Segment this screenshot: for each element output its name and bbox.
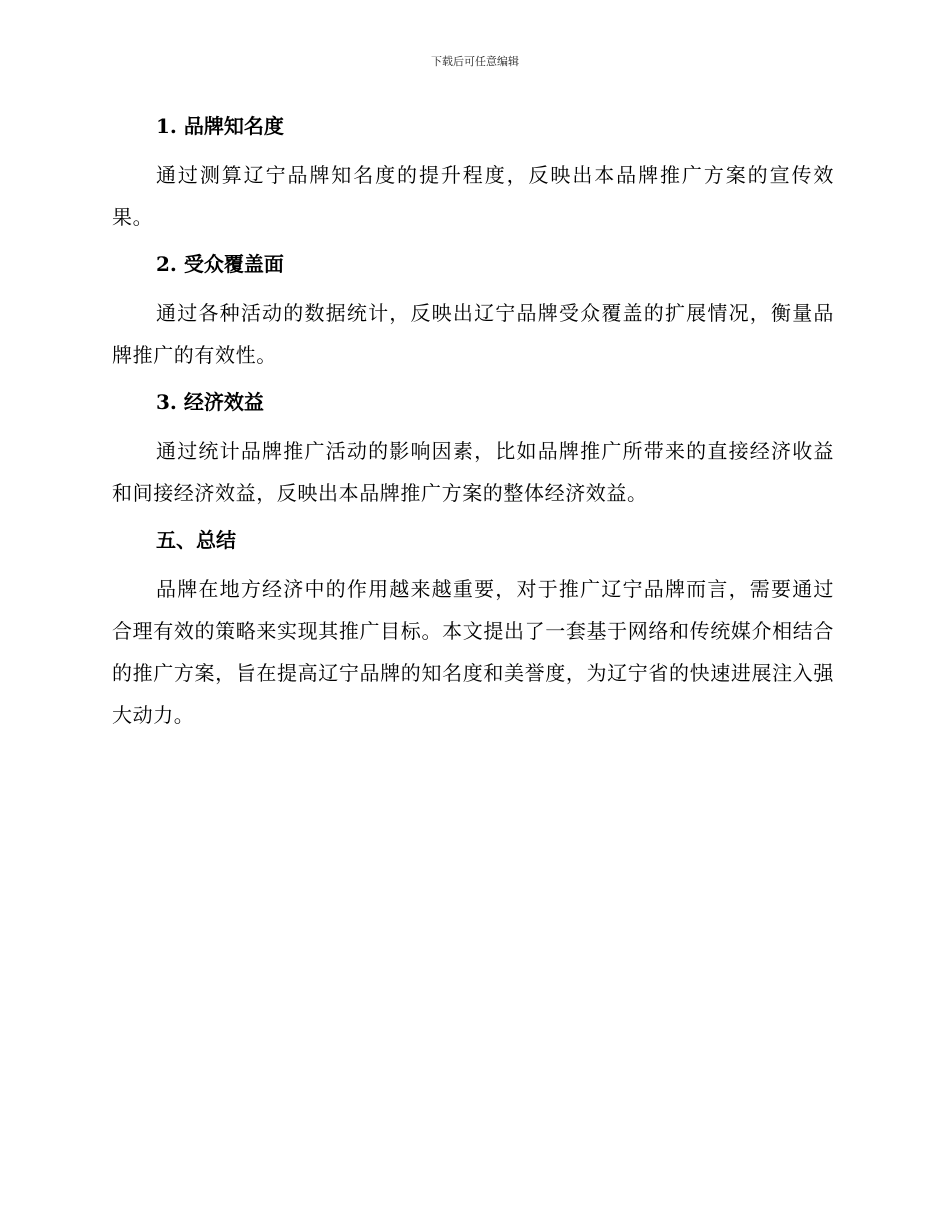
section-heading-economic-benefit: 3. 经济效益 [156,390,264,414]
section-heading-audience-coverage: 2. 受众覆盖面 [156,252,284,276]
page-header: 下载后可任意编辑 [431,55,519,68]
section-body-audience-coverage: 通过各种活动的数据统计，反映出辽宁品牌受众覆盖的扩展情况，衡量品牌推广的有效性。 [112,301,834,367]
section-heading-summary: 五、总结 [156,528,236,552]
section-body-summary: 品牌在地方经济中的作用越来越重要，对于推广辽宁品牌而言，需要通过合理有效的策略来实现其推广目标。本文提出了一套基于网络和传统媒介相结合的推广方案，旨在提高辽宁品牌的知名度和美誉度，为辽宁省的快速进展注入强大动力。 [112,577,834,727]
section-body-economic-benefit: 通过统计品牌推广活动的影响因素，比如品牌推广所带来的直接经济收益和间接经济效益，反映出本品牌推广方案的整体经济效益。 [112,439,834,505]
section-heading-brand-awareness: 1. 品牌知名度 [156,114,284,138]
section-body-brand-awareness: 通过测算辽宁品牌知名度的提升程度，反映出本品牌推广方案的宣传效果。 [112,163,834,229]
document-body [112,108,834,744]
